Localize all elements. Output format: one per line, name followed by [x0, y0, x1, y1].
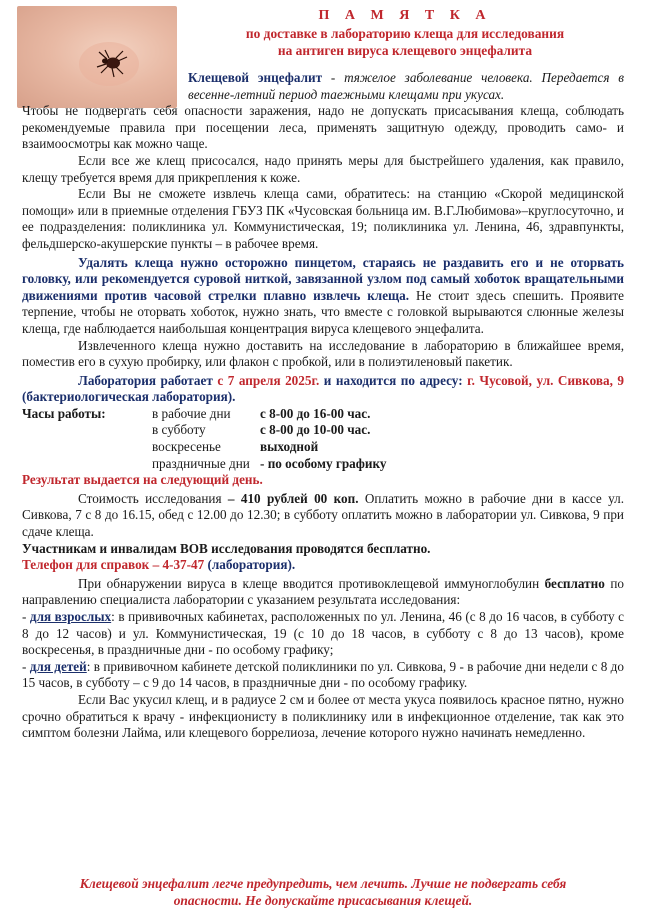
- paragraph-deliver: Извлеченного клеща нужно доставить на исследование в лабораторию в ближайшее время, поместив его в сухую пробирку, или флакон с пробкой, или в полиэтиленовый пакетик.: [22, 337, 624, 370]
- schedule-day: в субботу: [152, 422, 206, 438]
- cost-paragraph: Стоимость исследования – 410 рублей 00 коп. Оплатить можно в рабочие дни в кассе ул. Сивкова, 7 с 8 до 16.15, обед с 12.00 до 12.30; в субботу оплатить можно в лаборатории ул. Сивкова, 9 при сдаче клеща.: [22, 490, 625, 540]
- result-note: Результат выдается на следующий день.: [22, 472, 263, 488]
- phone-line: Телефон для справок – 4-37-47 (лаборатория).: [22, 557, 296, 573]
- schedule-time: - по особому графику: [260, 455, 387, 471]
- intro-paragraph: [188, 70, 624, 103]
- final-warning: Клещевой энцефалит легче предупредить, чем лечить. Лучше не подвергать себя опасности. Не допускайте присасывания клещей.: [79, 876, 567, 908]
- method-rest: Не стоит здесь спешить. Проявите терпение, чтобы не оторвать хоботок, нужно знать, что вместе с головкой вырываются слюнные железы клеща, где наблюдается наибольшая концентрация вируса клещевого энцефалита.: [22, 287, 624, 336]
- schedule-time: выходной: [260, 439, 319, 455]
- schedule-day: в рабочие дни: [152, 405, 231, 421]
- paragraph-remove: Если все же клещ присосался, надо принять меры для быстрейшего удаления, как правило, клещу требуется время для прикрепления к коже.: [22, 152, 624, 185]
- schedule-time: с 8-00 до 16-00 час.: [260, 405, 371, 421]
- memo-subtitle-1: по доставке в лабораторию клеща для исследования: [245, 26, 565, 41]
- schedule-label: Часы работы:: [22, 405, 106, 421]
- method-instruction: Удалять клеща нужно осторожно пинцетом, стараясь не раздавить его и не оторвать головку, или рекомендуется суровой ниткой, завязанной узлом под самый хоботок вращательными движениями против часовой стрелки плавно извлечь клеща.: [22, 254, 624, 303]
- veterans-note: Участникам и инвалидам ВОВ исследования проводятся бесплатно.: [22, 540, 431, 556]
- memo-body: [22, 70, 624, 742]
- paragraph-redspot: Если Вас укусил клещ, и в радиусе 2 см и более от места укуса появилось красное пятно, нужно срочно обратиться к врачу - инфекционисту в поликлинику или в инфекционное отделение, так как это симптом болезни Лайма, или клещевого боррелиоза, лечение которого нужно начинать немедленно.: [22, 691, 624, 741]
- memo-subtitle-2: на антиген вируса клещевого энцефалита: [277, 43, 533, 58]
- paragraph-method: [22, 255, 624, 338]
- memo-title: П А М Я Т К А: [318, 8, 492, 23]
- intro-definition: - тяжелое заболевание человека. Передается в весенне-летний период таежными клещами при укусах.: [188, 70, 625, 102]
- schedule-time: с 8-00 до 10-00 час.: [260, 422, 371, 438]
- immuno-paragraph: При обнаружении вируса в клеще вводится противоклещевой иммуноглобулин бесплатно по направлению специалиста лаборатории с указанием результата исследования:: [22, 575, 625, 608]
- children-paragraph: - для детей: в прививочном кабинете детской поликлиники по ул. Сивкова, 9 - в рабочие дни недели с 8 до 15 часов, в субботу – с 9 до 14 часов, в праздничные дни - по особому графику.: [22, 658, 624, 691]
- paragraph-contact: Если Вы не сможете извлечь клеща сами, обратитесь: на станцию «Скорой медицинской помощи» или в приемные отделения ГБУЗ ПК «Чусовская больница им. В.Г.Любимова»–круглосуточно, и ее подразделения: поликлиника ул. Коммунистическая, 19; поликлиника ул. Ленина, 46, здравпункты, фельдшерско-акушерские пункты – в рабочее время.: [22, 186, 624, 251]
- adults-paragraph: - для взрослых: в прививочных кабинетах, расположенных по ул. Ленина, 46 (с 8 до 16 часов, в субботу с 8 до 12 часов) и ул. Коммунистическая, 19 (с 10 до 18 часов, в субботу с 8 до 13 часов), кроме воскресенья, в праздничные дни - по особому графику;: [22, 609, 624, 658]
- schedule-day: воскресенье: [152, 439, 221, 455]
- schedule-day: праздничные дни: [152, 455, 250, 471]
- lab-address: Лаборатория работает с 7 апреля 2025г. и находится по адресу: г. Чусовой, ул. Сивкова, 9 (бактериологическая лаборатория).: [22, 372, 624, 405]
- intro-rest: Чтобы не подвергать себя опасности заражения, надо не допускать присасывания клеща, соблюдать рекомендуемые правила при посещении леса, применять защитную одежду, проводить само- и взаимоосмотры как можно чаще.: [22, 103, 624, 152]
- schedule-table: [22, 406, 624, 472]
- intro-term: Клещевой энцефалит: [188, 70, 323, 85]
